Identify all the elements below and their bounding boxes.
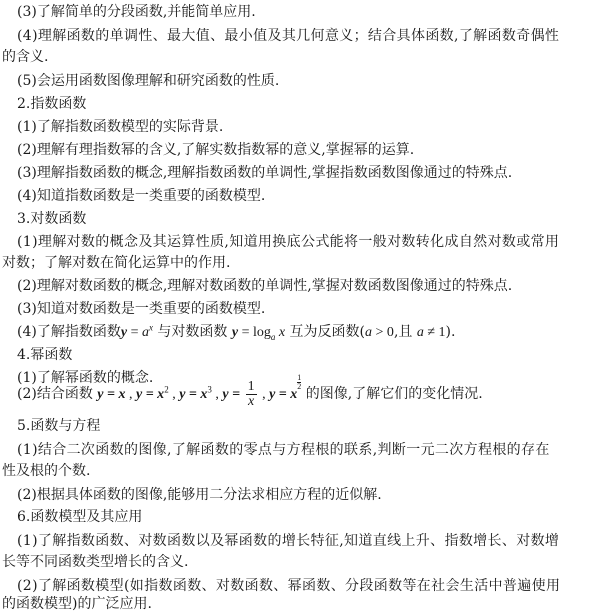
text-line: (3)理解指数函数的概念,理解指数函数的单调性,掌握指数函数图像通过的特殊点. bbox=[17, 165, 513, 181]
exponent-one-half: $\frac{1}{2}$ bbox=[297, 373, 302, 391]
text-line: 性及根的个数. bbox=[2, 463, 91, 479]
text-line: (4)知道指数函数是一类重要的函数模型. bbox=[17, 188, 266, 204]
fraction-one-over-x: $\frac{1}{x}$ bbox=[247, 378, 255, 409]
text-line: 长等不同函数类型增长的含义. bbox=[2, 554, 189, 570]
text-line: (2)根据具体函数的图像,能够用二分法求相应方程的近似解. bbox=[17, 487, 382, 503]
text-line: (1)了解指数函数模型的实际背景. bbox=[17, 119, 224, 135]
power-function-line: (2)结合函数 y = x , $y = x^2$ , $y = x^3$ , y = $\frac{1}{x}$ , y = x $\frac{1}{2}$ 的图像,了解它们的变化情况. bbox=[17, 373, 483, 409]
text-line: (3)了解简单的分段函数,并能简单应用. bbox=[17, 4, 256, 20]
text-line: (2)了解函数模型(如指数函数、对数函数、幂函数、分段函数等在社会生活中普遍使用 bbox=[17, 578, 561, 594]
section-heading: 5.函数与方程 bbox=[17, 418, 101, 434]
text-line: (4)理解函数的单调性、最大值、最小值及其几何意义；结合具体函数,了解函数奇偶性 bbox=[17, 28, 560, 44]
text-line: (5)会运用函数图像理解和研究函数的性质. bbox=[17, 73, 280, 89]
text-line: (1)结合二次函数的图像,了解函数的零点与方程根的联系,判断一元二次方程根的存在 bbox=[17, 442, 550, 458]
inverse-function-line: (4)了解指数函数$y = a^x$ 与对数函数 $y = \log_a x$ 互为反函数(a > 0,且 a ≠ 1). bbox=[17, 322, 456, 342]
text-line: (1)了解指数函数、对数函数以及幂函数的增长特征,知道直线上升、指数增长、对数增 bbox=[17, 533, 560, 549]
text-line: (1)了解幂函数的概念. bbox=[17, 370, 154, 386]
text-line: 的含义. bbox=[2, 49, 49, 65]
text-line: (3)知道对数函数是一类重要的函数模型. bbox=[17, 301, 266, 317]
section-heading: 2.指数函数 bbox=[17, 96, 87, 112]
section-heading: 3.对数函数 bbox=[17, 211, 87, 227]
text-line: (2)理解有理指数幂的含义,了解实数指数幂的意义,掌握幂的运算. bbox=[17, 142, 415, 158]
text-line: (1)理解对数的概念及其运算性质,知道用换底公式能将一般对数转化成自然对数或常用 bbox=[17, 234, 560, 250]
text-line: 对数；了解对数在简化运算中的作用. bbox=[2, 255, 231, 271]
section-heading: 6.函数模型及其应用 bbox=[17, 509, 143, 525]
text-line: (2)理解对数函数的概念,理解对数函数的单调性,掌握对数函数图像通过的特殊点. bbox=[17, 278, 513, 294]
section-heading: 4.幂函数 bbox=[17, 347, 73, 363]
text-line: 的函数模型)的广泛应用. bbox=[2, 596, 152, 612]
